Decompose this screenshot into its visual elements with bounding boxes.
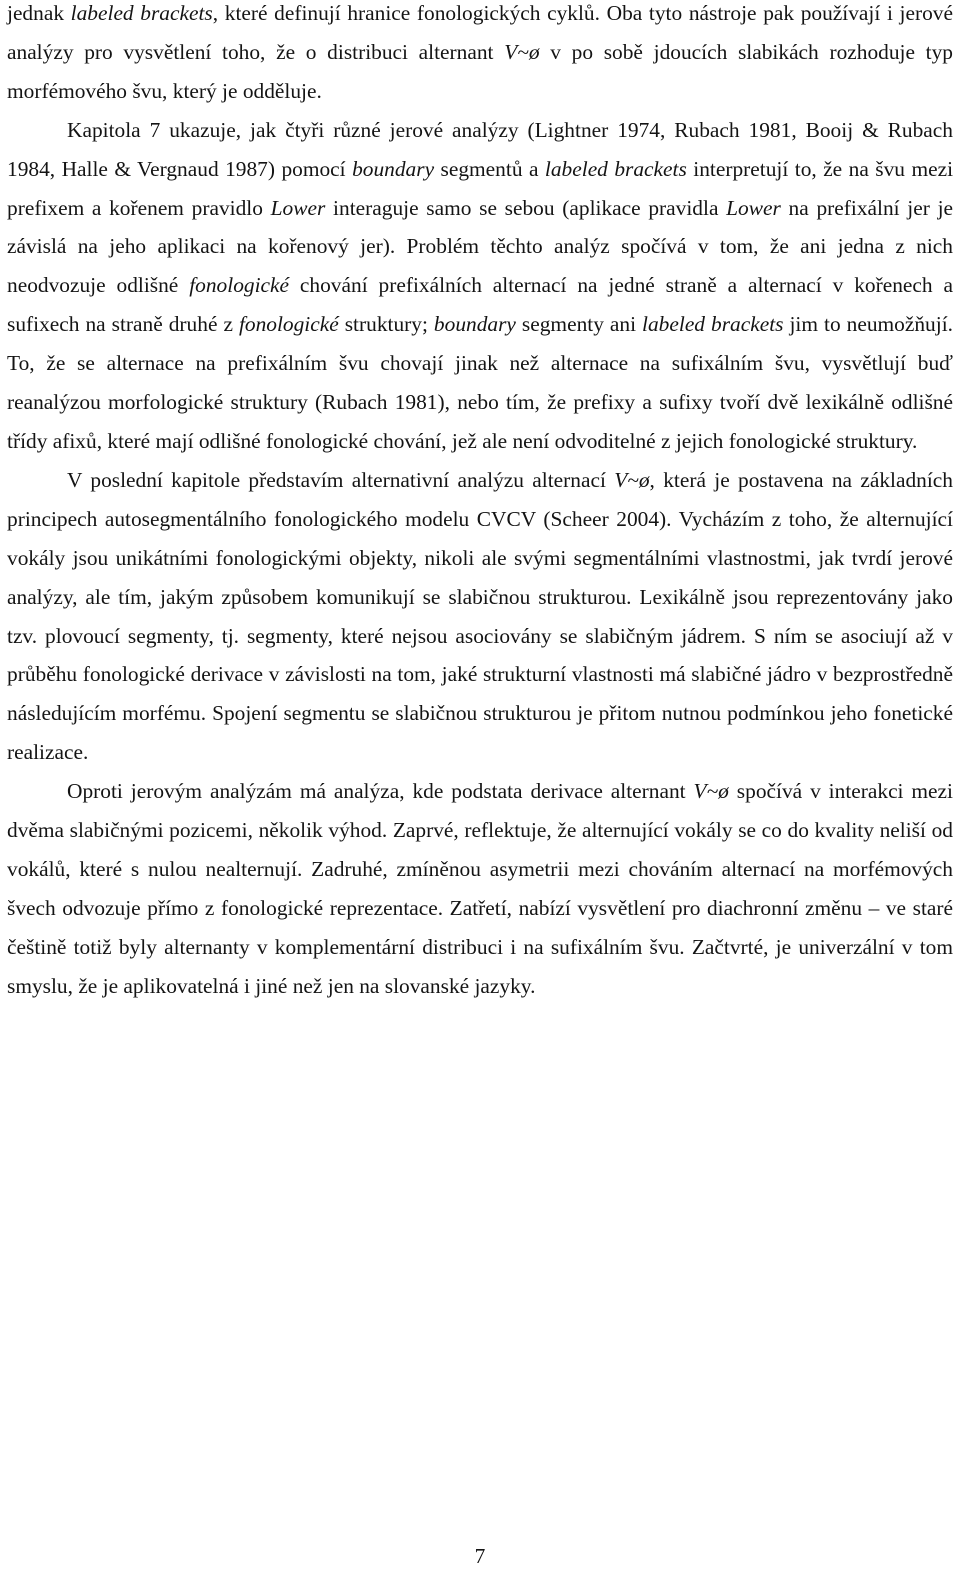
p1-seg-3: V~ø [504, 39, 540, 64]
p1-seg-0: jednak [7, 1, 71, 25]
p2-seg-10: chování prefixálních alternací na jedné straně a alternací v kořenech a sufixech na straně druhé z [7, 273, 953, 337]
p2-seg-8: na prefixální jer je závislá na jeho aplikaci na kořenový jer). Problém těchto analýz spočívá v tom, že ani jedna z nich neodvozuje odlišné [7, 195, 954, 298]
p2-seg-12: struktury; [338, 312, 434, 337]
p2-seg-14: segmenty ani [515, 312, 643, 337]
document-page [7, 0, 953, 1006]
p4-seg-2: spočívá v interakci mezi dvěma slabičnými pozicemi, několik výhod. Zaprvé, reflektuje, že alternující vokály se co do kvality neliší od vokálů, které s nulou nealternují. Zadruhé, zmíněnou asymetrii mezi chováním alternací na morfémových švech odvozuje přímo z fonologické reprezentace. Zatřetí, nabízí vysvětlení pro diachronní změnu – ve staré češtině totiž byly alternanty v komplementární distribuci i na sufixálním švu. Začtvrté, je univerzální v tom smyslu, že je aplikovatelná i jiné než jen na slovanské jazyky. [7, 779, 953, 998]
paragraph-4 [7, 772, 953, 1005]
p2-seg-13: boundary [433, 312, 516, 337]
p4-seg-1: V~ø [693, 779, 729, 804]
p1-seg-2: , které definují hranice fonologických cyklů. Oba tyto nástroje pak používají i jerové analýzy pro vysvětlení toho, že o distribuci alternant [7, 1, 953, 64]
p3-seg-2: , která je postavena na základních principech autosegmentálního fonologického modelu CVCV (Scheer 2004). Vycházím z toho, že alternující vokály jsou unikátními fonologickými objekty, nikoli ale svými segmentálními vlastnostmi, jak tvrdí jerové analýzy, ale tím, jakým způsobem komunikují se slabičnou strukturou. Lexikálně jsou reprezentovány jako tzv. plovoucí segmenty, tj. segmenty, které nejsou asociovány se slabičným jádrem. S ním se asociují až v průběhu fonologické derivace v závislosti na tom, jaké strukturní vlastnosti má slabičné jádro v bezprostředně následujícím morfému. Spojení segmentu se slabičnou strukturou je přitom nutnou podmínkou jeho fonetické realizace. [7, 467, 953, 765]
p2-seg-5: Lower [270, 195, 326, 220]
p2-seg-11: fonologické [238, 312, 339, 337]
p2-seg-6: interaguje samo se sebou (aplikace pravidla [325, 195, 727, 220]
paragraph-2 [7, 111, 953, 461]
p2-seg-0: Kapitola 7 ukazuje, jak čtyři různé jerové analýzy (Lightner 1974, Rubach 1981, Booij & Rubach 1984, Halle & Vergnaud 1987) pomocí [7, 117, 953, 181]
page-number: 7 [474, 1544, 486, 1568]
paragraph-3 [7, 461, 953, 772]
p1-seg-1: labeled brackets [70, 1, 213, 25]
p2-seg-7: Lower [726, 195, 781, 220]
p2-seg-2: segmentů a [434, 156, 545, 181]
p2-seg-16: jim to neumožňují. To, že se alternace na prefixálním švu chovají jinak než alternace na sufixálním švu, vysvětlují buď reanalýzou morfologické struktury (Rubach 1981), nebo tím, že prefixy a sufixy tvoří dvě lexikálně odlišné třídy afixů, které mají odlišné fonologické chování, jež ale není odvoditelné z jejich fonologické struktury. [7, 312, 953, 453]
p3-seg-0: V poslední kapitole představím alternativní analýzu alternací [67, 467, 615, 492]
p2-seg-3: labeled brackets [544, 156, 687, 181]
p2-seg-15: labeled brackets [642, 312, 784, 337]
p4-seg-0: Oproti jerovým analýzám má analýza, kde podstata derivace alternant [67, 779, 694, 804]
p2-seg-1: boundary [352, 156, 435, 181]
p3-seg-1: V~ø [614, 467, 650, 492]
p2-seg-4: interpretují to, že na švu mezi prefixem a kořenem pravidlo [7, 156, 954, 220]
p1-seg-4: v po sobě jdoucích slabikách rozhoduje typ morfémového švu, který je odděluje. [7, 39, 954, 103]
paragraph-1 [7, 0, 953, 111]
p2-seg-9: fonologické [189, 273, 290, 298]
